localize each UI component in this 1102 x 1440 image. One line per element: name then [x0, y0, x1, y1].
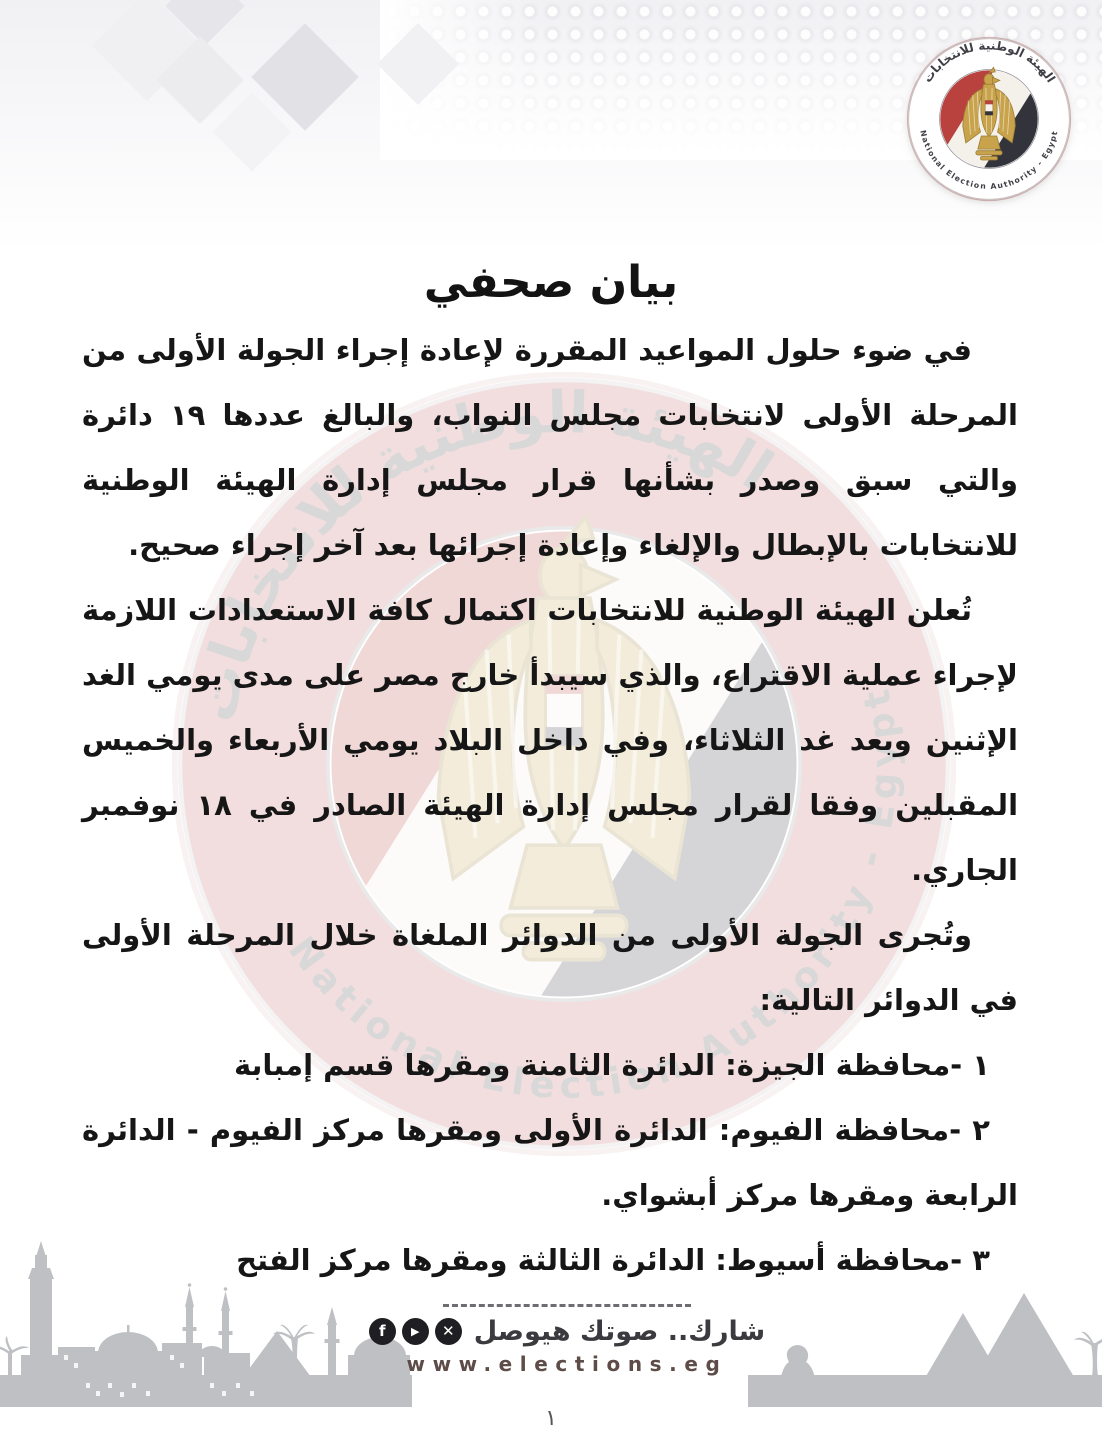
page-title: بيان صحفي	[423, 257, 679, 309]
district-list-item: ١ -محافظة الجيزة: الدائرة الثامنة ومقرها قسم إمبابة	[233, 1048, 990, 1082]
campaign-slogan: شارك.. صوتك هيوصل	[473, 1316, 766, 1347]
youtube-icon[interactable]: ▶	[402, 1318, 429, 1345]
website-url[interactable]: www.elections.eg	[406, 1352, 728, 1376]
x-icon[interactable]: ✕	[435, 1318, 462, 1345]
paragraph: وتُجرى الجولة الأولى من الدوائر الملغاة خلال المرحلة الأولى في الدوائر التالية:	[82, 918, 1018, 1017]
paragraph: تُعلن الهيئة الوطنية للانتخابات اكتمال كافة الاستعدادات اللازمة لإجراء عملية الاقتراع، والذي سيبدأ خارج مصر على مدى يومي الغد الإثنين وبعد غد الثلاثاء، وفي داخل البلاد يومي الأربعاء والخميس المقبلين وفقا لقرار مجلس إدارة الهيئة الصادر في ١٨ نوفمبر الجاري.	[82, 593, 1019, 887]
district-list-item: ٢ -محافظة الفيوم: الدائرة الأولى ومقرها مركز الفيوم - الدائرة الرابعة ومقرها مركز أبشواي.	[82, 1113, 1018, 1212]
nea-logo	[904, 34, 1074, 204]
press-release-body	[82, 318, 1018, 1293]
paragraph: في ضوء حلول المواعيد المقررة لإعادة إجراء الجولة الأولى من المرحلة الأولى لانتخابات مجلس النواب، والبالغ عددها ١٩ دائرة والتي سبق وصدر بشأنها قرار مجلس إدارة الهيئة الوطنية للانتخابات بالإبطال والإلغاء وإعادة إجرائها بعد آخر إجراء صحيح.	[82, 333, 1018, 562]
district-list-item: ٣ -محافظة أسيوط: الدائرة الثالثة ومقرها مركز الفتح	[236, 1243, 990, 1277]
footer	[0, 1304, 1102, 1376]
dashed-separator	[443, 1304, 691, 1307]
page-number: ١	[545, 1406, 557, 1431]
facebook-icon[interactable]: f	[369, 1318, 396, 1345]
social-icons	[369, 1318, 462, 1345]
